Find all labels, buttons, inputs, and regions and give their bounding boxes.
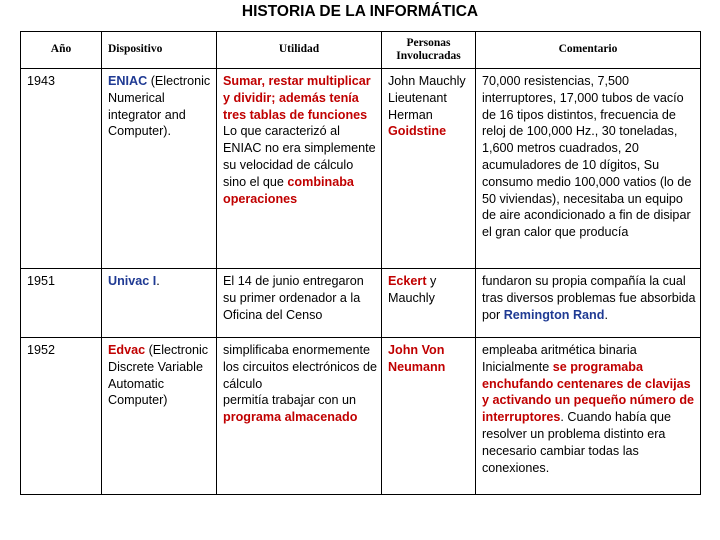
cell-utility: [217, 338, 382, 495]
cell-device: [102, 338, 217, 495]
cell-year: 1952: [21, 338, 102, 495]
header-people-line1: Personas: [406, 36, 451, 49]
utility-text-2: permitía trabajar con un: [223, 393, 357, 408]
header-people-line2: Involucradas: [396, 50, 461, 62]
cell-utility: [217, 69, 382, 269]
comment-highlight: Remington Rand: [503, 307, 605, 322]
device-desc: (Electronic Discrete Variable Automatic Computer): [108, 343, 209, 408]
table-row: [21, 269, 701, 338]
history-table: [20, 31, 701, 495]
cell-comment: [476, 338, 701, 495]
utility-highlight-2: combinaba operaciones: [223, 174, 354, 206]
device-desc: (Electronic Numerical integrator and Computer).: [108, 74, 211, 139]
cell-utility: El 14 de junio entregaron su primer ordenador a la Oficina del Censo: [217, 269, 382, 338]
cell-device: [102, 69, 217, 269]
comment-suffix: . Cuando había que resolver un problema distinto era necesario cambiar todas las conexiones.: [482, 410, 672, 475]
device-name: ENIAC: [108, 74, 148, 88]
header-row: [21, 32, 701, 69]
comment-suffix: .: [604, 307, 608, 322]
comment-text: empleaba aritmética binaria Inicialmente: [482, 343, 637, 374]
device-name: Edvac: [108, 343, 146, 357]
device-name: Univac I: [108, 274, 157, 288]
comment-highlight: se programaba enchufando centenares de clavijas y activando un pequeño número de interruptores: [482, 359, 695, 425]
cell-year: 1943: [21, 69, 102, 269]
people-text: y Mauchly: [388, 274, 437, 305]
cell-comment: [476, 269, 701, 338]
utility-text: simplificaba enormemente los circuitos electrónicos de cálculo: [223, 343, 377, 391]
header-utility: Utilidad: [217, 32, 382, 69]
header-year: Año: [21, 32, 102, 69]
cell-people: [382, 269, 476, 338]
utility-highlight: Sumar, restar multiplicar y dividir; además tenía tres tablas de funciones: [223, 74, 371, 122]
people-highlight: John Von Neumann: [388, 343, 446, 374]
utility-text: Lo que caracterizó al ENIAC no era simplemente su velocidad de cálculo sino el que: [223, 124, 376, 189]
cell-device: [102, 269, 217, 338]
utility-highlight: programa almacenado: [223, 410, 358, 425]
cell-comment: 70,000 resistencias, 7,500 interruptores, 17,000 tubos de vacío de 16 tipos distintos, frecuencia de reloj de 100,000 Hz., 30 toneladas, 1,600 metros cuadrados, 20 acumuladores de 10 dígitos, Su consumo medio 100,000 vatios (lo de 50 viviendas), necesitaba un equipo de aire acondicionado a fin de disipar el gran calor que producía: [476, 69, 701, 269]
header-device: Dispositivo: [102, 32, 217, 69]
comment-text: fundaron su propia compañía la cual tras diversos problemas fue absorbida por: [482, 274, 696, 322]
cell-year: 1951: [21, 269, 102, 338]
cell-people: [382, 69, 476, 269]
table-row: [21, 338, 701, 495]
header-comment: Comentario: [476, 32, 701, 69]
header-people: [382, 32, 476, 69]
cell-people: [382, 338, 476, 495]
device-suffix: .: [156, 274, 160, 288]
people-highlight: Goidstine: [388, 124, 447, 139]
people-text: John Mauchly Lieutenant Herman: [388, 74, 466, 122]
people-highlight: Eckert: [388, 274, 427, 288]
page-title: HISTORIA DE LA INFORMÁTICA: [241, 3, 479, 20]
table-row: [21, 69, 701, 269]
